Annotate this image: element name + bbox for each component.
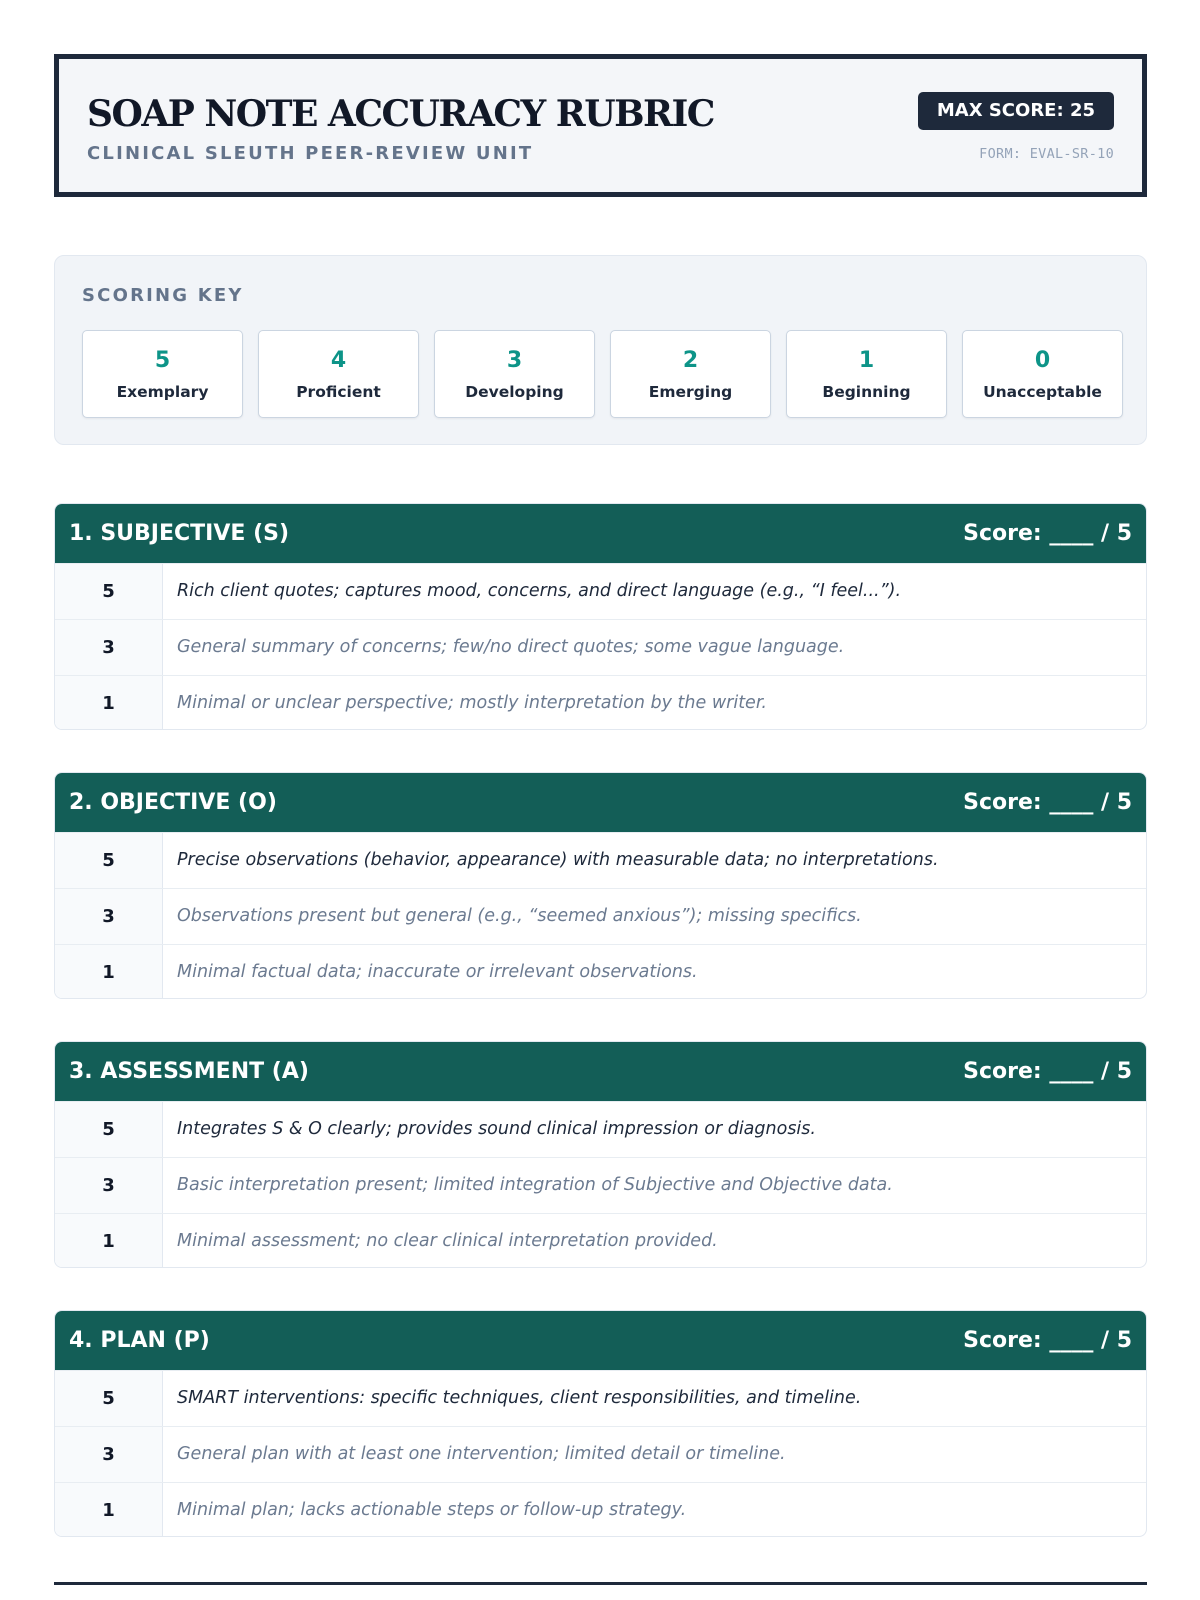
section-title: 2. OBJECTIVE (O) (69, 790, 277, 815)
scoring-key-card (258, 330, 419, 418)
scoring-key-card (434, 330, 595, 418)
scoring-key-label: Beginning (822, 383, 911, 401)
criterion-score: 1 (55, 1483, 163, 1537)
criterion-row (55, 1157, 1146, 1213)
criterion-description: Minimal assessment; no clear clinical interpretation provided. (177, 1231, 718, 1251)
scoring-key-value: 4 (330, 348, 347, 373)
criterion-row (55, 1213, 1146, 1268)
section-plan (54, 1310, 1147, 1537)
section-subjective (54, 503, 1147, 730)
criterion-description: Observations present but general (e.g., “seemed anxious”); missing specifics. (177, 906, 862, 926)
section-title: 1. SUBJECTIVE (S) (69, 521, 290, 546)
scoring-key-label: Emerging (648, 383, 733, 401)
section-title: 3. ASSESSMENT (A) (69, 1059, 309, 1084)
criterion-score: 1 (55, 945, 163, 999)
criterion-description: General plan with at least one intervention; limited detail or timeline. (177, 1444, 786, 1464)
scoring-key-card (82, 330, 243, 418)
criterion-description: Minimal plan; lacks actionable steps or follow-up strategy. (177, 1500, 687, 1520)
scoring-key-label: Unacceptable (983, 383, 1102, 401)
scoring-key-value: 2 (682, 348, 699, 373)
footer-divider (54, 1582, 1147, 1585)
section-objective (54, 772, 1147, 999)
criterion-score: 5 (55, 1102, 163, 1157)
criterion-score: 1 (55, 1214, 163, 1268)
scoring-key-label: Exemplary (116, 383, 209, 401)
scoring-key-value: 0 (1034, 348, 1051, 373)
scoring-key-value: 1 (858, 348, 875, 373)
criterion-score: 1 (55, 676, 163, 730)
criterion-row (55, 619, 1146, 675)
scoring-key-label: Proficient (296, 383, 381, 401)
section-score-field[interactable]: Score: ____ / 5 (963, 790, 1132, 815)
scoring-key-value: 5 (154, 348, 171, 373)
scoring-key-card (786, 330, 947, 418)
criterion-description: General summary of concerns; few/no direct quotes; some vague language. (177, 637, 845, 657)
criterion-score: 3 (55, 1427, 163, 1482)
criterion-row (55, 944, 1146, 999)
section-header (55, 1311, 1146, 1370)
section-header (55, 773, 1146, 832)
criterion-description: Integrates S & O clearly; provides sound clinical impression or diagnosis. (177, 1119, 816, 1139)
criterion-row (55, 563, 1146, 619)
criterion-score: 5 (55, 564, 163, 619)
criterion-description: Precise observations (behavior, appearance) with measurable data; no interpretations. (177, 850, 939, 870)
scoring-key (54, 255, 1147, 445)
criterion-score: 3 (55, 889, 163, 944)
criterion-score: 5 (55, 833, 163, 888)
scoring-key-label: Developing (465, 383, 564, 401)
criterion-description: Basic interpretation present; limited integration of Subjective and Objective data. (177, 1175, 893, 1195)
criterion-description: Minimal or unclear perspective; mostly interpretation by the writer. (177, 693, 767, 713)
criterion-row (55, 888, 1146, 944)
page-title: SOAP NOTE ACCURACY RUBRIC (87, 93, 714, 135)
criterion-row (55, 675, 1146, 730)
scoring-key-value: 3 (506, 348, 523, 373)
criterion-description: SMART interventions: specific techniques, client responsibilities, and timeline. (177, 1388, 862, 1408)
section-title: 4. PLAN (P) (69, 1328, 210, 1353)
page-subtitle: CLINICAL SLEUTH PEER-REVIEW UNIT (87, 143, 534, 164)
section-header (55, 504, 1146, 563)
criterion-score: 3 (55, 1158, 163, 1213)
criterion-row (55, 1426, 1146, 1482)
criterion-score: 5 (55, 1371, 163, 1426)
scoring-key-card (610, 330, 771, 418)
max-score-badge: MAX SCORE: 25 (918, 92, 1114, 130)
criterion-description: Minimal factual data; inaccurate or irrelevant observations. (177, 962, 698, 982)
section-score-field[interactable]: Score: ____ / 5 (963, 1059, 1132, 1084)
criterion-description: Rich client quotes; captures mood, concerns, and direct language (e.g., “I feel...”). (177, 581, 902, 601)
criterion-score: 3 (55, 620, 163, 675)
header (54, 54, 1147, 197)
section-score-field[interactable]: Score: ____ / 5 (963, 521, 1132, 546)
criterion-row (55, 832, 1146, 888)
section-assessment (54, 1041, 1147, 1268)
criterion-row (55, 1482, 1146, 1537)
criterion-row (55, 1101, 1146, 1157)
scoring-key-card (962, 330, 1123, 418)
form-id: FORM: EVAL-SR-10 (979, 146, 1114, 162)
section-score-field[interactable]: Score: ____ / 5 (963, 1328, 1132, 1353)
section-header (55, 1042, 1146, 1101)
criterion-row (55, 1370, 1146, 1426)
scoring-key-title: SCORING KEY (82, 285, 244, 306)
